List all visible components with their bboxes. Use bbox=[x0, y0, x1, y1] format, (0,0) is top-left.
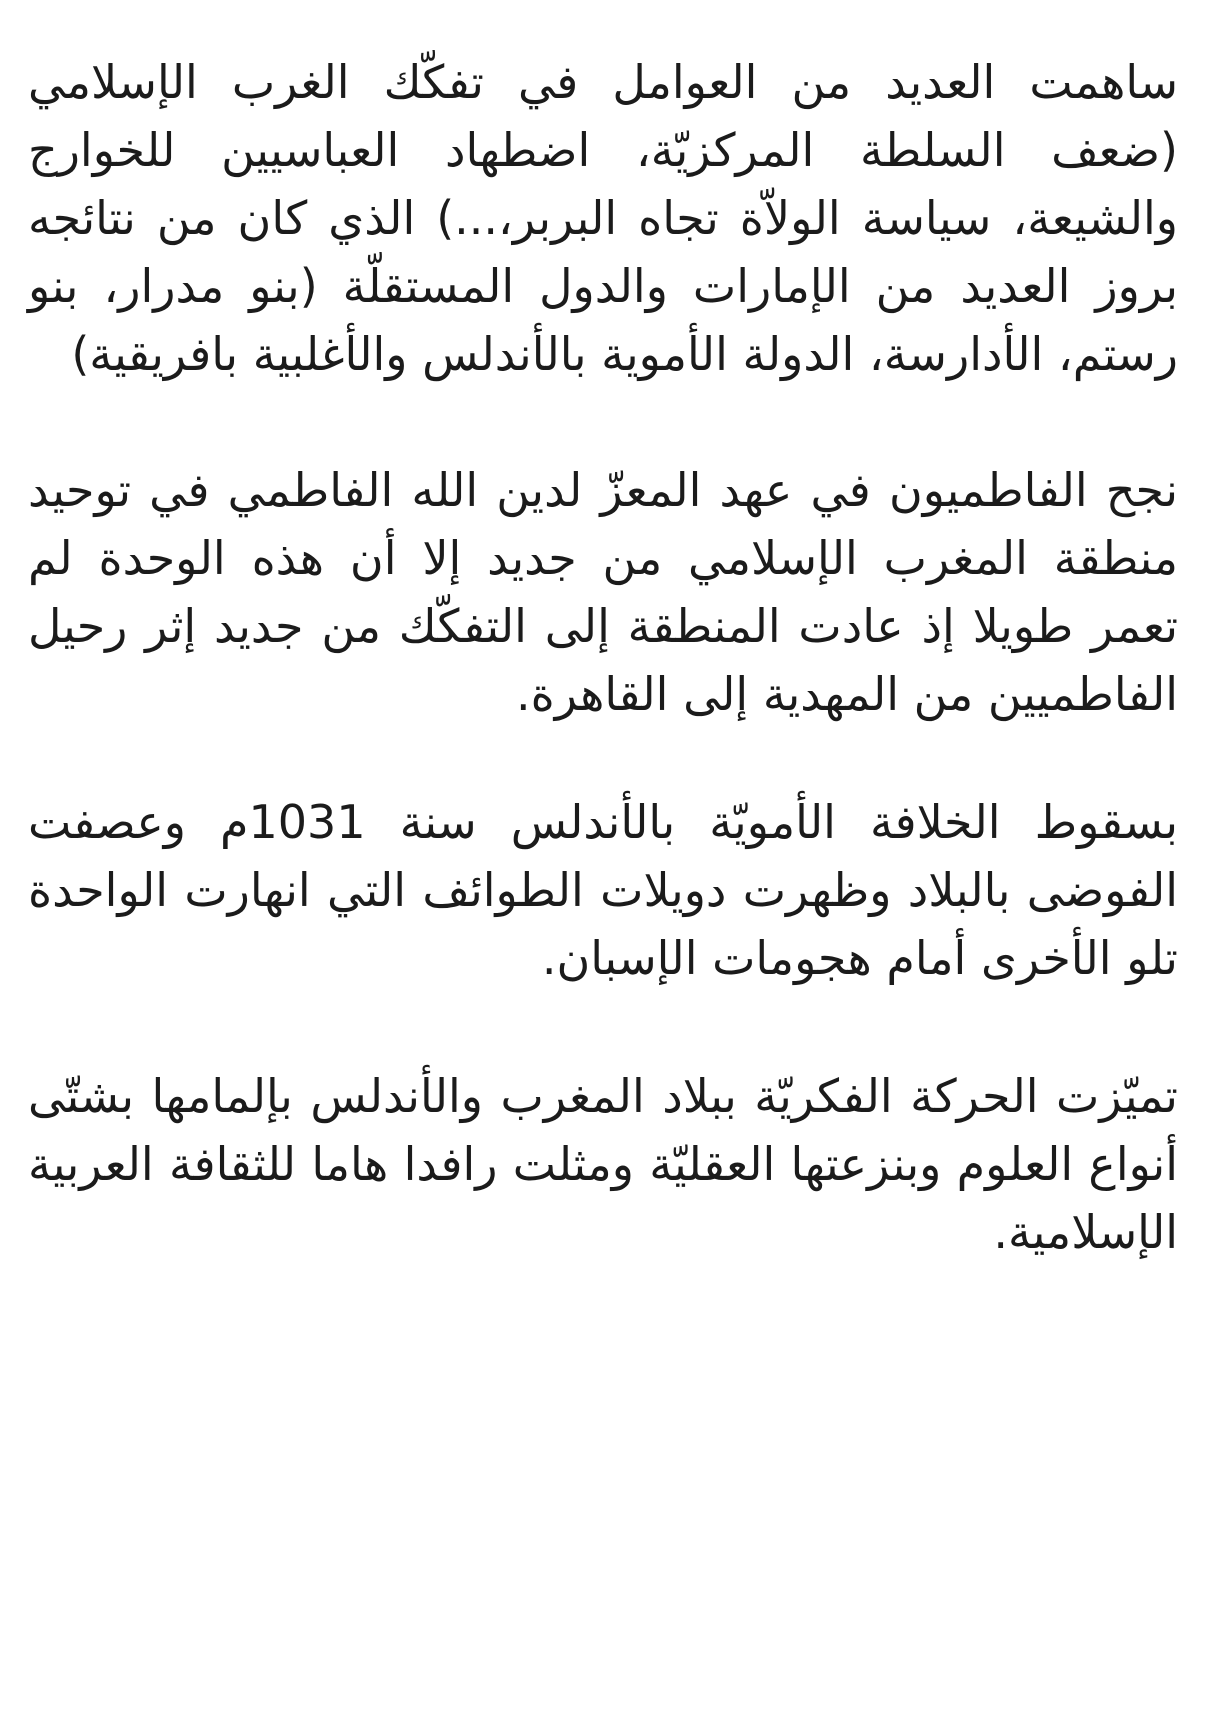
bullet-text: تميّزت الحركة الفكريّة ببلاد المغرب والأندلس بإلمامها بشتّى أنواع العلوم وبنزعتها العقليّة ومثلت رافدا هاما للثقافة العربية الإسلامية. bbox=[28, 1069, 1178, 1259]
bullet-item bbox=[28, 788, 1178, 992]
document-page bbox=[28, 48, 1178, 1338]
bullet-item bbox=[28, 1062, 1178, 1266]
bullet-list bbox=[28, 48, 1178, 1266]
bullet-text: ساهمت العديد من العوامل في تفكّك الغرب الإسلامي (ضعف السلطة المركزيّة، اضطهاد العباسيين للخوارج والشيعة، سياسة الولاّة تجاه البربر،...) الذي كان من نتائجه بروز العديد من الإمارات والدول المستقلّة (بنو مدرار، بنو رستم، الأدارسة، الدولة الأموية بالأندلس والأغلبية بافريقية) bbox=[28, 55, 1178, 381]
bullet-text: نجح الفاطميون في عهد المعزّ لدين الله الفاطمي في توحيد منطقة المغرب الإسلامي من جديد إلا أن هذه الوحدة لم تعمر طويلا إذ عادت المنطقة إلى التفكّك من جديد إثر رحيل الفاطميين من المهدية إلى القاهرة. bbox=[28, 463, 1178, 721]
bullet-item bbox=[28, 48, 1178, 388]
bullet-item bbox=[28, 456, 1178, 728]
bullet-text: بسقوط الخلافة الأمويّة بالأندلس سنة 1031م وعصفت الفوضى بالبلاد وظهرت دويلات الطوائف التي انهارت الواحدة تلو الأخرى أمام هجومات الإسبان. bbox=[28, 795, 1178, 985]
